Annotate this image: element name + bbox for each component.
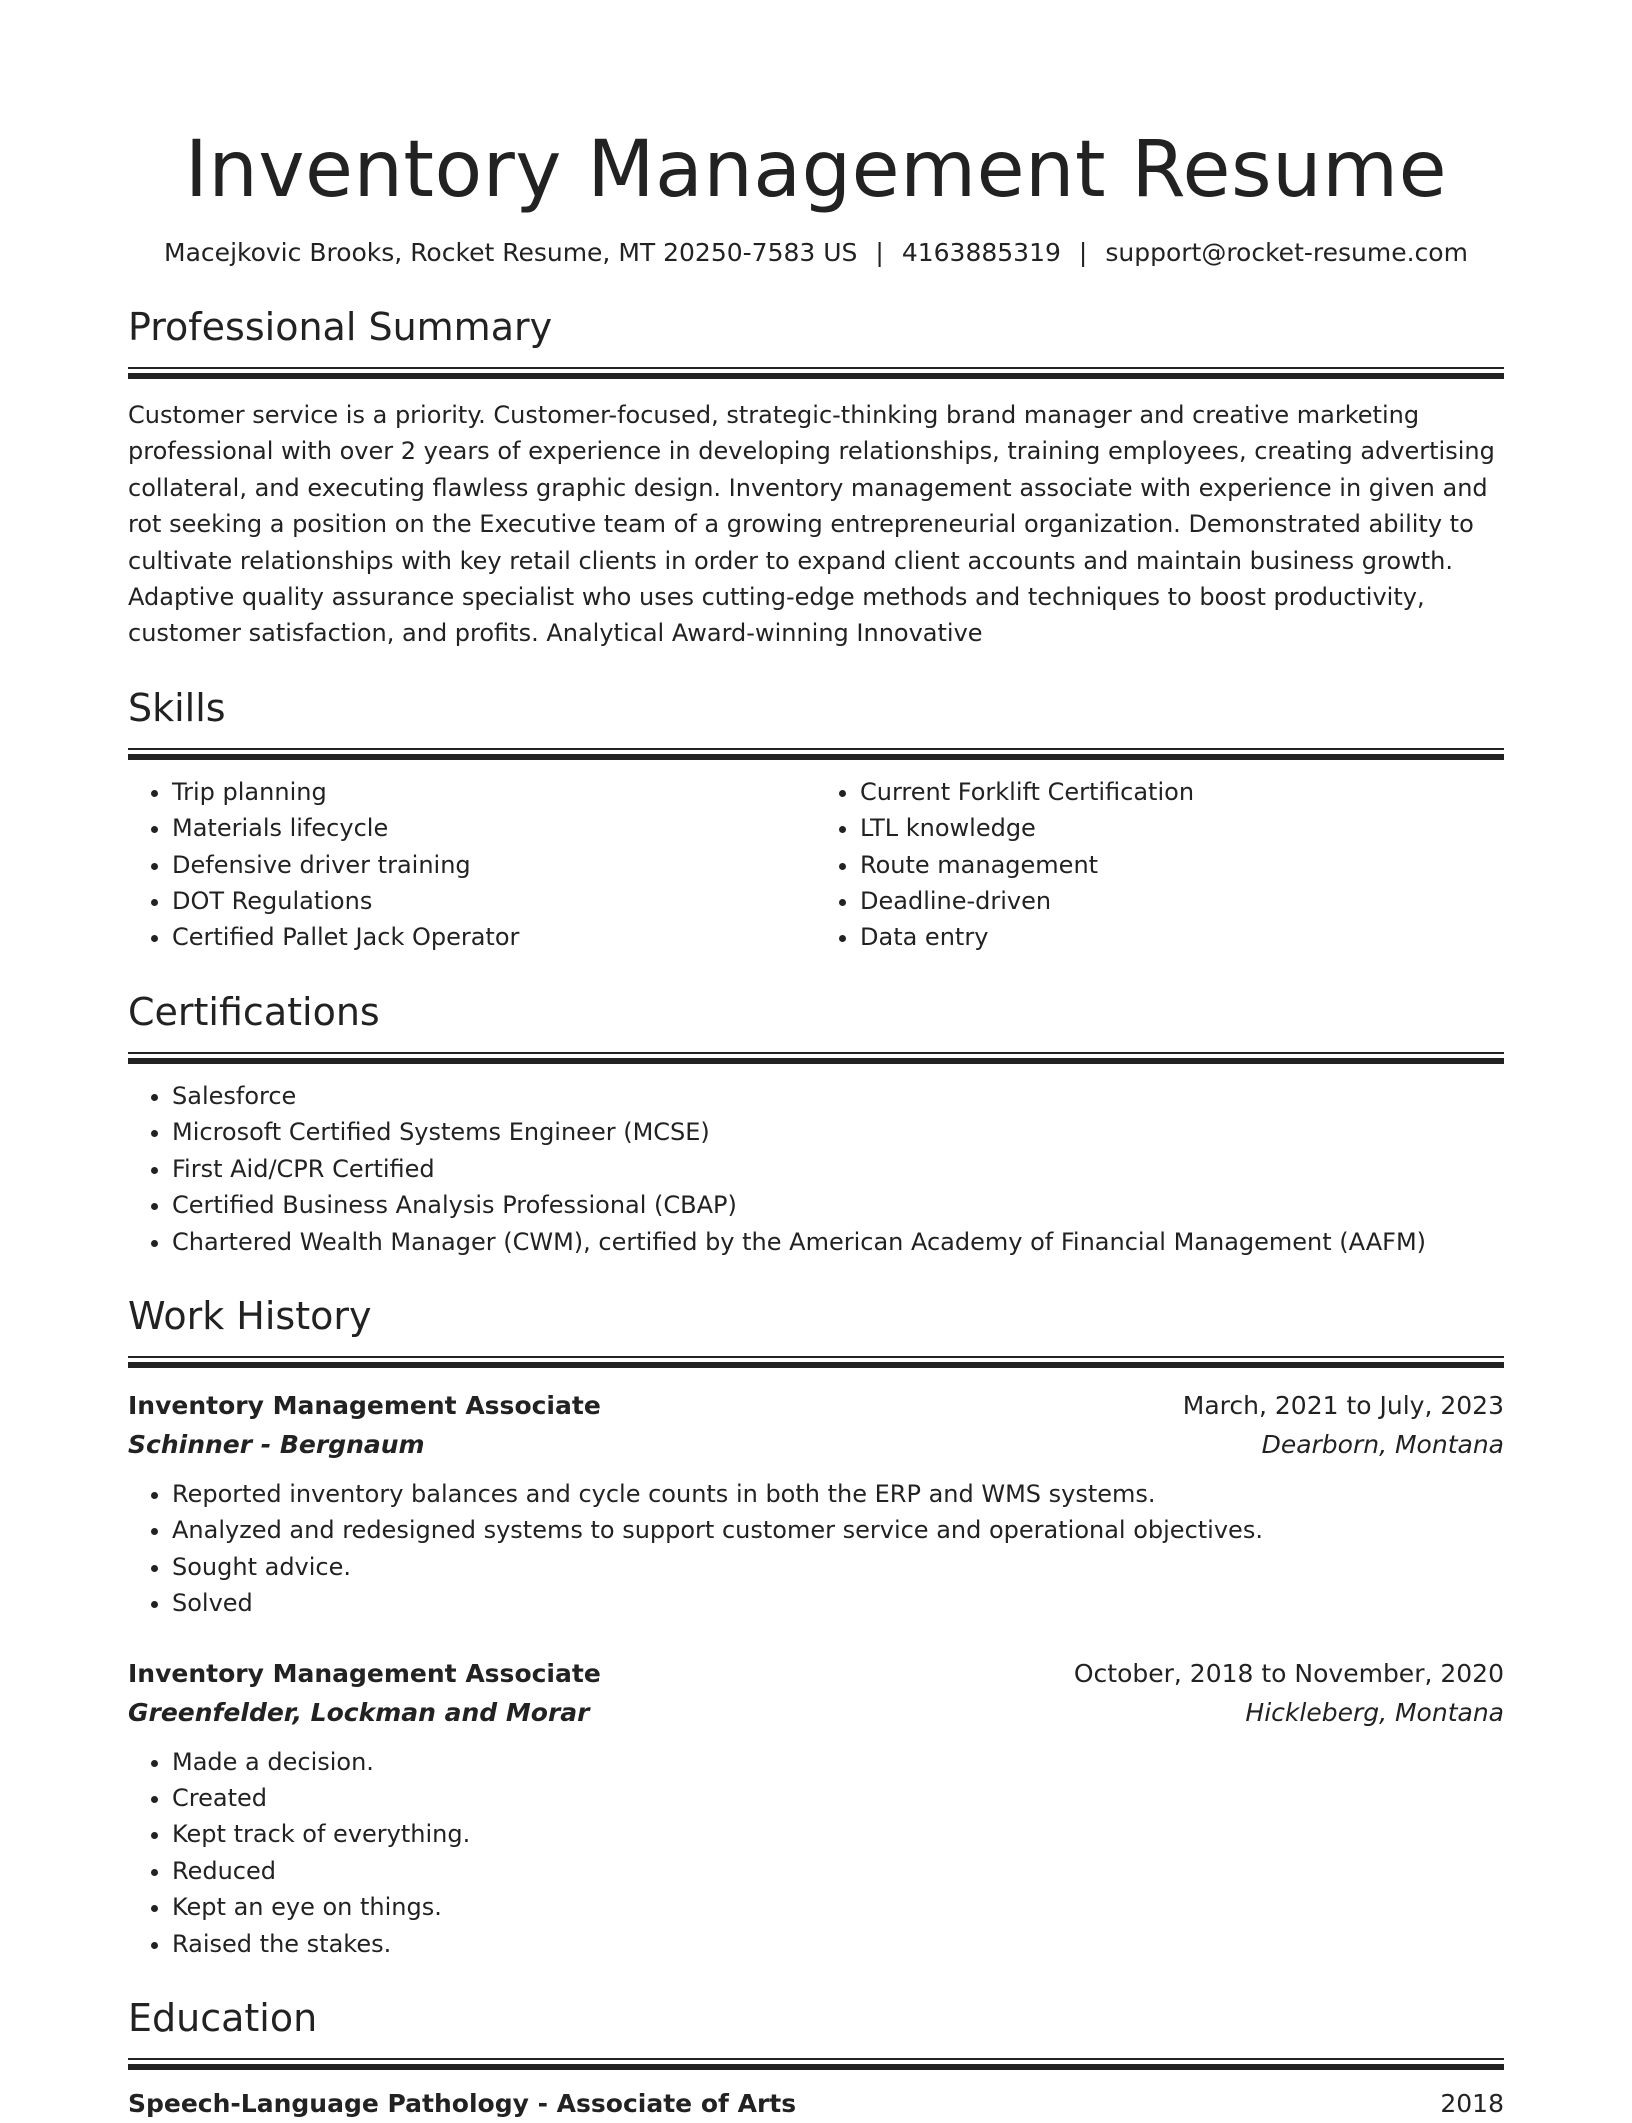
list-item: • Reduced xyxy=(172,1853,1504,1889)
job-company: Greenfelder, Lockman and Morar xyxy=(128,1697,590,1727)
contact-separator: | xyxy=(1078,238,1088,267)
skills-list-right xyxy=(816,774,1504,956)
list-item: • Raised the stakes. xyxy=(172,1926,1504,1962)
contact-email: support@rocket-resume.com xyxy=(1105,238,1468,267)
list-item: • Trip planning xyxy=(172,774,816,810)
list-item: • Created xyxy=(172,1780,1504,1816)
contact-address: Macejkovic Brooks, Rocket Resume, MT 20250-7583 US xyxy=(164,238,858,267)
list-item: • Deadline-driven xyxy=(860,883,1504,919)
job-location: Hickleberg, Montana xyxy=(1245,1697,1504,1727)
list-item: • Sought advice. xyxy=(172,1549,1504,1585)
list-item: • DOT Regulations xyxy=(172,883,816,919)
list-item: • Chartered Wealth Manager (CWM), certified by the American Academy of Financial Management (AAFM) xyxy=(172,1224,1504,1260)
job-dates: October, 2018 to November, 2020 xyxy=(1073,1658,1504,1688)
education-entry xyxy=(128,2084,1504,2123)
list-item: • LTL knowledge xyxy=(860,810,1504,846)
section-heading: Skills xyxy=(128,685,226,730)
list-item: • Kept track of everything. xyxy=(172,1816,1504,1852)
job-duties-list xyxy=(128,1744,1504,1962)
contact-phone: 4163885319 xyxy=(901,238,1061,267)
summary-section xyxy=(128,271,1504,652)
certifications-section xyxy=(128,956,1504,1260)
list-item: • Salesforce xyxy=(172,1078,1504,1114)
job-company-row xyxy=(128,1693,1504,1732)
skills-grid xyxy=(128,774,1504,956)
list-item: • Solved xyxy=(172,1585,1504,1621)
certifications-list xyxy=(128,1078,1504,1260)
list-item: • Certified Pallet Jack Operator xyxy=(172,919,816,955)
education-degree: Speech-Language Pathology - Associate of Arts xyxy=(128,2088,797,2118)
job-company: Schinner - Bergnaum xyxy=(128,1429,425,1459)
job-header-row xyxy=(128,1386,1504,1425)
job-title: Inventory Management Associate xyxy=(128,1390,601,1420)
job-entry xyxy=(128,1654,1504,1962)
section-heading: Work History xyxy=(128,1293,372,1338)
resume-title: Inventory Management Resume xyxy=(184,125,1448,215)
education-section xyxy=(128,1962,1504,2123)
section-divider xyxy=(128,2058,1504,2070)
job-duties-list xyxy=(128,1476,1504,1622)
list-item: • Defensive driver training xyxy=(172,847,816,883)
list-item: • Microsoft Certified Systems Engineer (MCSE) xyxy=(172,1114,1504,1150)
list-item: • Certified Business Analysis Professional (CBAP) xyxy=(172,1187,1504,1223)
job-location: Dearborn, Montana xyxy=(1261,1429,1504,1459)
skills-list-left xyxy=(128,774,816,956)
section-heading: Professional Summary xyxy=(128,305,553,349)
list-item: • Materials lifecycle xyxy=(172,810,816,846)
job-header-row xyxy=(128,1654,1504,1693)
section-heading: Certifications xyxy=(128,989,380,1034)
job-dates: March, 2021 to July, 2023 xyxy=(1182,1390,1504,1420)
list-item: • Reported inventory balances and cycle counts in both the ERP and WMS systems. xyxy=(172,1476,1504,1512)
list-item: • Made a decision. xyxy=(172,1744,1504,1780)
contact-separator: | xyxy=(875,238,884,267)
section-divider xyxy=(128,367,1504,379)
list-item: • First Aid/CPR Certified xyxy=(172,1151,1504,1187)
job-company-row xyxy=(128,1425,1504,1464)
education-year: 2018 xyxy=(1440,2088,1504,2118)
section-divider xyxy=(128,1356,1504,1368)
section-divider xyxy=(128,1052,1504,1064)
work-history-section xyxy=(128,1260,1504,1962)
list-item: • Kept an eye on things. xyxy=(172,1889,1504,1925)
job-title: Inventory Management Associate xyxy=(128,1658,601,1688)
summary-text: Customer service is a priority. Customer-focused, strategic-thinking brand manager and creative marketing professional with over 2 years of experience in developing relationships, training employees, creating advertising collateral, and executing flawless graphic design. Inventory management associate with experience in given and rot seeking a position on the Executive team of a growing entrepreneurial organization. Demonstrated ability to cultivate relationships with key retail clients in order to expand client accounts and maintain business growth. Adaptive quality assurance specialist who uses cutting-edge methods and techniques to boost productivity, customer satisfaction, and profits. Analytical Award-winning Innovative xyxy=(128,401,1495,648)
list-item: • Current Forklift Certification xyxy=(860,774,1504,810)
list-item: • Analyzed and redesigned systems to support customer service and operational objectives. xyxy=(172,1512,1504,1548)
job-entry xyxy=(128,1386,1504,1622)
list-item: • Data entry xyxy=(860,919,1504,955)
section-divider xyxy=(128,748,1504,760)
contact-line xyxy=(128,235,1504,271)
list-item: • Route management xyxy=(860,847,1504,883)
section-heading: Education xyxy=(128,1995,318,2040)
skills-section xyxy=(128,652,1504,956)
